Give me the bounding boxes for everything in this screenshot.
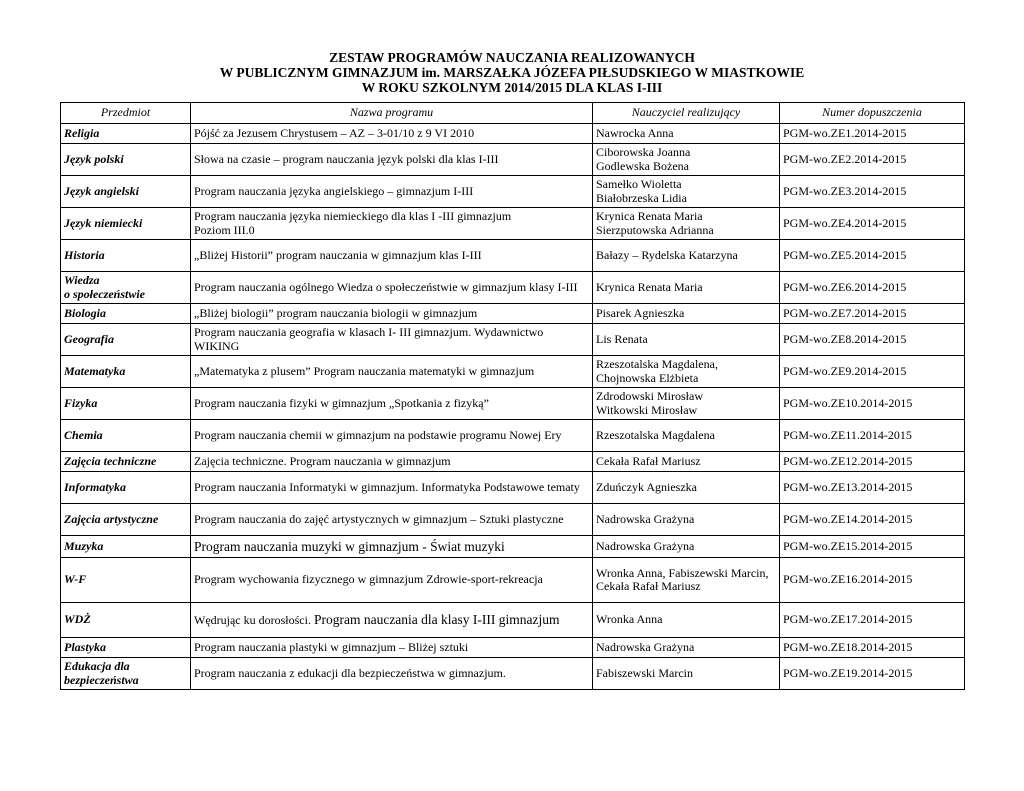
table-row bbox=[61, 558, 965, 603]
subject-cell: Historia bbox=[61, 240, 191, 272]
table-row bbox=[61, 124, 965, 144]
code-cell: PGM-wo.ZE18.2014-2015 bbox=[780, 638, 965, 658]
subject-cell: Geografia bbox=[61, 324, 191, 356]
table-row bbox=[61, 144, 965, 176]
code-cell: PGM-wo.ZE17.2014-2015 bbox=[780, 603, 965, 638]
code-cell: PGM-wo.ZE2.2014-2015 bbox=[780, 144, 965, 176]
code-cell: PGM-wo.ZE9.2014-2015 bbox=[780, 356, 965, 388]
subject-cell: Plastyka bbox=[61, 638, 191, 658]
program-cell: Program nauczania języka angielskiego – gimnazjum I-III bbox=[191, 176, 593, 208]
code-cell: PGM-wo.ZE6.2014-2015 bbox=[780, 272, 965, 304]
code-cell: PGM-wo.ZE7.2014-2015 bbox=[780, 304, 965, 324]
code-cell: PGM-wo.ZE14.2014-2015 bbox=[780, 504, 965, 536]
program-cell: Program nauczania do zajęć artystycznych w gimnazjum – Sztuki plastyczne bbox=[191, 504, 593, 536]
table-row bbox=[61, 208, 965, 240]
subject-cell: W-F bbox=[61, 558, 191, 603]
code-cell: PGM-wo.ZE4.2014-2015 bbox=[780, 208, 965, 240]
table-row bbox=[61, 176, 965, 208]
table-row bbox=[61, 388, 965, 420]
teacher-cell: Rzeszotalska Magdalena, Chojnowska Elżbieta bbox=[593, 356, 780, 388]
table-row bbox=[61, 420, 965, 452]
title-line-2: W PUBLICZNYM GIMNAZJUM im. MARSZAŁKA JÓZEFA PIŁSUDSKIEGO W MIASTKOWIE bbox=[219, 65, 805, 80]
subject-cell: Muzyka bbox=[61, 536, 191, 558]
teacher-cell: Nadrowska Grażyna bbox=[593, 504, 780, 536]
program-cell: Pójść za Jezusem Chrystusem – AZ – 3-01/10 z 9 VI 2010 bbox=[191, 124, 593, 144]
teacher-cell: Krynica Renata Maria bbox=[593, 272, 780, 304]
table-header-row bbox=[61, 103, 965, 124]
table-row bbox=[61, 324, 965, 356]
teacher-cell: Bałazy – Rydelska Katarzyna bbox=[593, 240, 780, 272]
code-cell: PGM-wo.ZE11.2014-2015 bbox=[780, 420, 965, 452]
teacher-cell: Zduńczyk Agnieszka bbox=[593, 472, 780, 504]
title-line-1: ZESTAW PROGRAMÓW NAUCZANIA REALIZOWANYCH bbox=[329, 50, 695, 65]
subject-cell: Matematyka bbox=[61, 356, 191, 388]
subject-cell: Język niemiecki bbox=[61, 208, 191, 240]
program-cell: Program wychowania fizycznego w gimnazjum Zdrowie-sport-rekreacja bbox=[191, 558, 593, 603]
table-row bbox=[61, 504, 965, 536]
teacher-cell: Lis Renata bbox=[593, 324, 780, 356]
program-cell: Program nauczania plastyki w gimnazjum – Bliżej sztuki bbox=[191, 638, 593, 658]
header-subject: Przedmiot bbox=[61, 103, 191, 124]
header-teacher: Nauczyciel realizujący bbox=[593, 103, 780, 124]
table-row bbox=[61, 638, 965, 658]
subject-cell: Wiedza o społeczeństwie bbox=[61, 272, 191, 304]
teacher-cell: Samełko Wioletta Białobrzeska Lidia bbox=[593, 176, 780, 208]
teacher-cell: Krynica Renata Maria Sierzputowska Adrianna bbox=[593, 208, 780, 240]
table-row bbox=[61, 240, 965, 272]
subject-cell: Informatyka bbox=[61, 472, 191, 504]
program-cell: Program nauczania ogólnego Wiedza o społeczeństwie w gimnazjum klasy I-III bbox=[191, 272, 593, 304]
code-cell: PGM-wo.ZE10.2014-2015 bbox=[780, 388, 965, 420]
program-part-2: Program nauczania dla klasy I-III gimnazjum bbox=[313, 611, 560, 627]
header-program: Nazwa programu bbox=[191, 103, 593, 124]
program-cell: Program nauczania Informatyki w gimnazjum. Informatyka Podstawowe tematy bbox=[191, 472, 593, 504]
subject-cell: Religia bbox=[61, 124, 191, 144]
program-cell: „Bliżej Historii” program nauczania w gimnazjum klas I-III bbox=[191, 240, 593, 272]
subject-cell: Fizyka bbox=[61, 388, 191, 420]
program-cell: Program nauczania języka niemieckiego dla klas I -III gimnazjum Poziom III.0 bbox=[191, 208, 593, 240]
program-cell bbox=[191, 603, 593, 638]
table-row bbox=[61, 452, 965, 472]
teacher-cell: Nadrowska Grażyna bbox=[593, 536, 780, 558]
title-line-3: W ROKU SZKOLNYM 2014/2015 DLA KLAS I-III bbox=[361, 80, 663, 95]
program-cell: Program nauczania z edukacji dla bezpieczeństwa w gimnazjum. bbox=[191, 658, 593, 690]
table-row bbox=[61, 658, 965, 690]
subject-cell: Chemia bbox=[61, 420, 191, 452]
programs-table bbox=[60, 102, 965, 690]
header-code: Numer dopuszczenia bbox=[780, 103, 965, 124]
teacher-cell: Ciborowska Joanna Godlewska Bożena bbox=[593, 144, 780, 176]
code-cell: PGM-wo.ZE13.2014-2015 bbox=[780, 472, 965, 504]
table-row bbox=[61, 356, 965, 388]
code-cell: PGM-wo.ZE3.2014-2015 bbox=[780, 176, 965, 208]
teacher-cell: Fabiszewski Marcin bbox=[593, 658, 780, 690]
program-cell: „Matematyka z plusem” Program nauczania matematyki w gimnazjum bbox=[191, 356, 593, 388]
table-row bbox=[61, 536, 965, 558]
subject-cell: Biologia bbox=[61, 304, 191, 324]
table-row bbox=[61, 472, 965, 504]
table-row bbox=[61, 304, 965, 324]
code-cell: PGM-wo.ZE15.2014-2015 bbox=[780, 536, 965, 558]
program-cell: Program nauczania geografia w klasach I- III gimnazjum. Wydawnictwo WIKING bbox=[191, 324, 593, 356]
program-cell: Zajęcia techniczne. Program nauczania w gimnazjum bbox=[191, 452, 593, 472]
table-row bbox=[61, 603, 965, 638]
program-cell: Program nauczania muzyki w gimnazjum - Świat muzyki bbox=[191, 536, 593, 558]
document-title bbox=[0, 50, 1024, 95]
subject-cell: Zajęcia techniczne bbox=[61, 452, 191, 472]
program-cell: Program nauczania fizyki w gimnazjum „Spotkania z fizyką” bbox=[191, 388, 593, 420]
subject-cell: Język angielski bbox=[61, 176, 191, 208]
subject-cell: Język polski bbox=[61, 144, 191, 176]
program-part-1: Wędrując ku dorosłości. bbox=[194, 612, 311, 627]
table-row bbox=[61, 272, 965, 304]
teacher-cell: Pisarek Agnieszka bbox=[593, 304, 780, 324]
teacher-cell: Cekała Rafał Mariusz bbox=[593, 452, 780, 472]
code-cell: PGM-wo.ZE16.2014-2015 bbox=[780, 558, 965, 603]
program-cell: Słowa na czasie – program nauczania język polski dla klas I-III bbox=[191, 144, 593, 176]
teacher-cell: Nadrowska Grażyna bbox=[593, 638, 780, 658]
code-cell: PGM-wo.ZE5.2014-2015 bbox=[780, 240, 965, 272]
program-cell: „Bliżej biologii” program nauczania biologii w gimnazjum bbox=[191, 304, 593, 324]
code-cell: PGM-wo.ZE19.2014-2015 bbox=[780, 658, 965, 690]
subject-cell: Zajęcia artystyczne bbox=[61, 504, 191, 536]
program-cell: Program nauczania chemii w gimnazjum na podstawie programu Nowej Ery bbox=[191, 420, 593, 452]
code-cell: PGM-wo.ZE1.2014-2015 bbox=[780, 124, 965, 144]
teacher-cell: Zdrodowski Mirosław Witkowski Mirosław bbox=[593, 388, 780, 420]
subject-cell: WDŻ bbox=[61, 603, 191, 638]
code-cell: PGM-wo.ZE8.2014-2015 bbox=[780, 324, 965, 356]
teacher-cell: Wronka Anna bbox=[593, 603, 780, 638]
teacher-cell: Rzeszotalska Magdalena bbox=[593, 420, 780, 452]
teacher-cell: Wronka Anna, Fabiszewski Marcin, Cekała Rafał Mariusz bbox=[593, 558, 780, 603]
code-cell: PGM-wo.ZE12.2014-2015 bbox=[780, 452, 965, 472]
subject-cell: Edukacja dla bezpieczeństwa bbox=[61, 658, 191, 690]
teacher-cell: Nawrocka Anna bbox=[593, 124, 780, 144]
